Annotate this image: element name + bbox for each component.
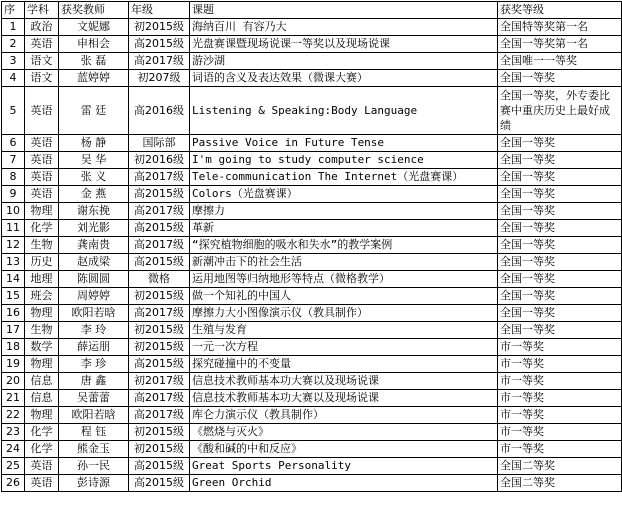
- row-number: 24: [2, 441, 25, 458]
- topic-cell: Listening & Speaking:Body Language: [190, 87, 498, 135]
- row-number: 3: [2, 53, 25, 70]
- award-cell: 全国一等奖: [498, 220, 622, 237]
- grade-cell: 微格: [129, 271, 190, 288]
- table-row: [2, 458, 622, 475]
- subject-cell: 英语: [25, 87, 59, 135]
- subject-cell: 化学: [25, 441, 59, 458]
- award-cell: 市一等奖: [498, 407, 622, 424]
- teacher-cell: 吴蕾蕾: [59, 390, 129, 407]
- teacher-cell: 谢东挽: [59, 203, 129, 220]
- grade-cell: 高2017级: [129, 407, 190, 424]
- row-number: 8: [2, 169, 25, 186]
- table-row: [2, 237, 622, 254]
- row-number: 7: [2, 152, 25, 169]
- table-row: [2, 152, 622, 169]
- table-row: [2, 53, 622, 70]
- grade-cell: 高2017级: [129, 305, 190, 322]
- award-cell: 全国一等奖: [498, 305, 622, 322]
- row-number: 17: [2, 322, 25, 339]
- table-row: [2, 169, 622, 186]
- award-cell: 全国特等奖第一名: [498, 19, 622, 36]
- teacher-cell: 程 钰: [59, 424, 129, 441]
- header-award: 获奖等级: [498, 2, 622, 19]
- teacher-cell: 雷 廷: [59, 87, 129, 135]
- row-number: 14: [2, 271, 25, 288]
- teacher-cell: 文妮娜: [59, 19, 129, 36]
- subject-cell: 化学: [25, 220, 59, 237]
- row-number: 5: [2, 87, 25, 135]
- subject-cell: 地理: [25, 271, 59, 288]
- table-row: [2, 288, 622, 305]
- row-number: 20: [2, 373, 25, 390]
- topic-cell: 信息技术教师基本功大赛以及现场说课: [190, 390, 498, 407]
- header-teacher: 获奖教师: [59, 2, 129, 19]
- table-row: [2, 186, 622, 203]
- table-row: [2, 87, 622, 135]
- subject-cell: 政治: [25, 19, 59, 36]
- grade-cell: 初2015级: [129, 339, 190, 356]
- row-number: 4: [2, 70, 25, 87]
- topic-cell: 游沙湖: [190, 53, 498, 70]
- award-cell: 全国一等奖: [498, 288, 622, 305]
- table-row: [2, 271, 622, 288]
- row-number: 12: [2, 237, 25, 254]
- award-cell: 全国一等奖第一名: [498, 36, 622, 53]
- topic-cell: I'm going to study computer science: [190, 152, 498, 169]
- teacher-cell: 金 燕: [59, 186, 129, 203]
- award-cell: 市一等奖: [498, 373, 622, 390]
- subject-cell: 英语: [25, 36, 59, 53]
- teacher-cell: 杨 静: [59, 135, 129, 152]
- teacher-cell: 张 磊: [59, 53, 129, 70]
- teacher-cell: 陈圆圆: [59, 271, 129, 288]
- topic-cell: 探究碰撞中的不变量: [190, 356, 498, 373]
- subject-cell: 数学: [25, 339, 59, 356]
- topic-cell: “探究植物细胞的吸水和失水”的教学案例: [190, 237, 498, 254]
- award-cell: 全国一等奖: [498, 322, 622, 339]
- table-header-row: [2, 2, 622, 19]
- row-number: 21: [2, 390, 25, 407]
- grade-cell: 高2017级: [129, 237, 190, 254]
- subject-cell: 信息: [25, 373, 59, 390]
- teacher-cell: 赵成梁: [59, 254, 129, 271]
- table-row: [2, 424, 622, 441]
- topic-cell: Tele-communication The Internet（光盘赛课）: [190, 169, 498, 186]
- grade-cell: 国际部: [129, 135, 190, 152]
- grade-cell: 高2015级: [129, 186, 190, 203]
- award-cell: 全国一等奖: [498, 237, 622, 254]
- grade-cell: 高2017级: [129, 169, 190, 186]
- topic-cell: 《酸和碱的中和反应》: [190, 441, 498, 458]
- teacher-cell: 龚南贵: [59, 237, 129, 254]
- teacher-cell: 欧阳若晗: [59, 305, 129, 322]
- teacher-cell: 李 珍: [59, 356, 129, 373]
- table-row: [2, 305, 622, 322]
- award-cell: 市一等奖: [498, 441, 622, 458]
- topic-cell: 革新: [190, 220, 498, 237]
- topic-cell: 词语的含义及表达效果（微课大赛）: [190, 70, 498, 87]
- award-cell: 市一等奖: [498, 356, 622, 373]
- topic-cell: 摩擦力: [190, 203, 498, 220]
- subject-cell: 语文: [25, 53, 59, 70]
- topic-cell: 新潮冲击下的社会生活: [190, 254, 498, 271]
- header-grade: 年级: [129, 2, 190, 19]
- subject-cell: 语文: [25, 70, 59, 87]
- topic-cell: 做一个知礼的中国人: [190, 288, 498, 305]
- table-body: [2, 19, 622, 492]
- teacher-cell: 彭诗源: [59, 475, 129, 492]
- teacher-cell: 熊金玉: [59, 441, 129, 458]
- subject-cell: 英语: [25, 475, 59, 492]
- teacher-cell: 申相会: [59, 36, 129, 53]
- award-cell: 全国一等奖: [498, 271, 622, 288]
- grade-cell: 初2015级: [129, 322, 190, 339]
- grade-cell: 初2015级: [129, 288, 190, 305]
- topic-cell: 光盘赛课暨现场说课一等奖以及现场说课: [190, 36, 498, 53]
- row-number: 2: [2, 36, 25, 53]
- grade-cell: 高2017级: [129, 53, 190, 70]
- header-topic: 课题: [190, 2, 498, 19]
- table-row: [2, 390, 622, 407]
- table-row: [2, 475, 622, 492]
- subject-cell: 生物: [25, 322, 59, 339]
- subject-cell: 班会: [25, 288, 59, 305]
- row-number: 13: [2, 254, 25, 271]
- teacher-cell: 薛运朋: [59, 339, 129, 356]
- grade-cell: 初2016级: [129, 152, 190, 169]
- grade-cell: 高2015级: [129, 220, 190, 237]
- teacher-cell: 刘光影: [59, 220, 129, 237]
- subject-cell: 生物: [25, 237, 59, 254]
- row-number: 26: [2, 475, 25, 492]
- teacher-cell: 李 玲: [59, 322, 129, 339]
- award-cell: 市一等奖: [498, 390, 622, 407]
- teacher-cell: 周婷婷: [59, 288, 129, 305]
- row-number: 15: [2, 288, 25, 305]
- row-number: 22: [2, 407, 25, 424]
- awards-table: [1, 1, 622, 492]
- table-row: [2, 407, 622, 424]
- teacher-cell: 张 义: [59, 169, 129, 186]
- topic-cell: 信息技术教师基本功大赛以及现场说课: [190, 373, 498, 390]
- table-row: [2, 203, 622, 220]
- teacher-cell: 孙一民: [59, 458, 129, 475]
- table-row: [2, 70, 622, 87]
- award-cell: 全国一等奖: [498, 254, 622, 271]
- grade-cell: 高2017级: [129, 203, 190, 220]
- grade-cell: 初2017级: [129, 373, 190, 390]
- row-number: 11: [2, 220, 25, 237]
- award-cell: 全国二等奖: [498, 458, 622, 475]
- row-number: 10: [2, 203, 25, 220]
- header-subject: 学科: [25, 2, 59, 19]
- topic-cell: Passive Voice in Future Tense: [190, 135, 498, 152]
- award-cell: 市一等奖: [498, 424, 622, 441]
- grade-cell: 高2015级: [129, 36, 190, 53]
- subject-cell: 英语: [25, 169, 59, 186]
- award-cell: 全国一等奖，外专委比赛中重庆历史上最好成绩: [498, 87, 622, 135]
- table-row: [2, 135, 622, 152]
- row-number: 6: [2, 135, 25, 152]
- grade-cell: 高2017级: [129, 390, 190, 407]
- subject-cell: 信息: [25, 390, 59, 407]
- row-number: 1: [2, 19, 25, 36]
- award-cell: 全国一等奖: [498, 70, 622, 87]
- award-cell: 全国一等奖: [498, 135, 622, 152]
- teacher-cell: 欧阳若晗: [59, 407, 129, 424]
- award-cell: 全国一等奖: [498, 186, 622, 203]
- award-cell: 全国二等奖: [498, 475, 622, 492]
- subject-cell: 物理: [25, 203, 59, 220]
- subject-cell: 物理: [25, 356, 59, 373]
- table-row: [2, 36, 622, 53]
- topic-cell: Great Sports Personality: [190, 458, 498, 475]
- subject-cell: 历史: [25, 254, 59, 271]
- table-row: [2, 254, 622, 271]
- table-row: [2, 19, 622, 36]
- topic-cell: Colors（光盘赛课）: [190, 186, 498, 203]
- teacher-cell: 吴 华: [59, 152, 129, 169]
- header-no: 序: [2, 2, 25, 19]
- subject-cell: 物理: [25, 305, 59, 322]
- row-number: 23: [2, 424, 25, 441]
- award-cell: 全国一等奖: [498, 203, 622, 220]
- topic-cell: 《燃烧与灭火》: [190, 424, 498, 441]
- grade-cell: 高2015级: [129, 254, 190, 271]
- topic-cell: 生殖与发育: [190, 322, 498, 339]
- grade-cell: 高2016级: [129, 87, 190, 135]
- row-number: 19: [2, 356, 25, 373]
- table-row: [2, 322, 622, 339]
- topic-cell: 摩擦力大小图像演示仪（教具制作）: [190, 305, 498, 322]
- teacher-cell: 蓝婷婷: [59, 70, 129, 87]
- award-cell: 全国一等奖: [498, 169, 622, 186]
- row-number: 16: [2, 305, 25, 322]
- teacher-cell: 唐 鑫: [59, 373, 129, 390]
- topic-cell: Green Orchid: [190, 475, 498, 492]
- topic-cell: 库仑力演示仪（教具制作）: [190, 407, 498, 424]
- award-cell: 市一等奖: [498, 339, 622, 356]
- grade-cell: 初2015级: [129, 19, 190, 36]
- subject-cell: 英语: [25, 135, 59, 152]
- row-number: 9: [2, 186, 25, 203]
- table-row: [2, 373, 622, 390]
- subject-cell: 英语: [25, 152, 59, 169]
- subject-cell: 物理: [25, 407, 59, 424]
- grade-cell: 高2015级: [129, 356, 190, 373]
- award-cell: 全国一等奖: [498, 152, 622, 169]
- award-cell: 全国唯一一等奖: [498, 53, 622, 70]
- table-row: [2, 220, 622, 237]
- grade-cell: 初207级: [129, 70, 190, 87]
- topic-cell: 一元一次方程: [190, 339, 498, 356]
- topic-cell: 海纳百川 有容乃大: [190, 19, 498, 36]
- row-number: 25: [2, 458, 25, 475]
- subject-cell: 英语: [25, 458, 59, 475]
- subject-cell: 化学: [25, 424, 59, 441]
- subject-cell: 英语: [25, 186, 59, 203]
- grade-cell: 初2015级: [129, 424, 190, 441]
- topic-cell: 运用地图等归纳地形等特点（微格教学）: [190, 271, 498, 288]
- grade-cell: 高2015级: [129, 475, 190, 492]
- grade-cell: 高2015级: [129, 458, 190, 475]
- grade-cell: 初2015级: [129, 441, 190, 458]
- table-row: [2, 356, 622, 373]
- table-row: [2, 339, 622, 356]
- row-number: 18: [2, 339, 25, 356]
- table-row: [2, 441, 622, 458]
